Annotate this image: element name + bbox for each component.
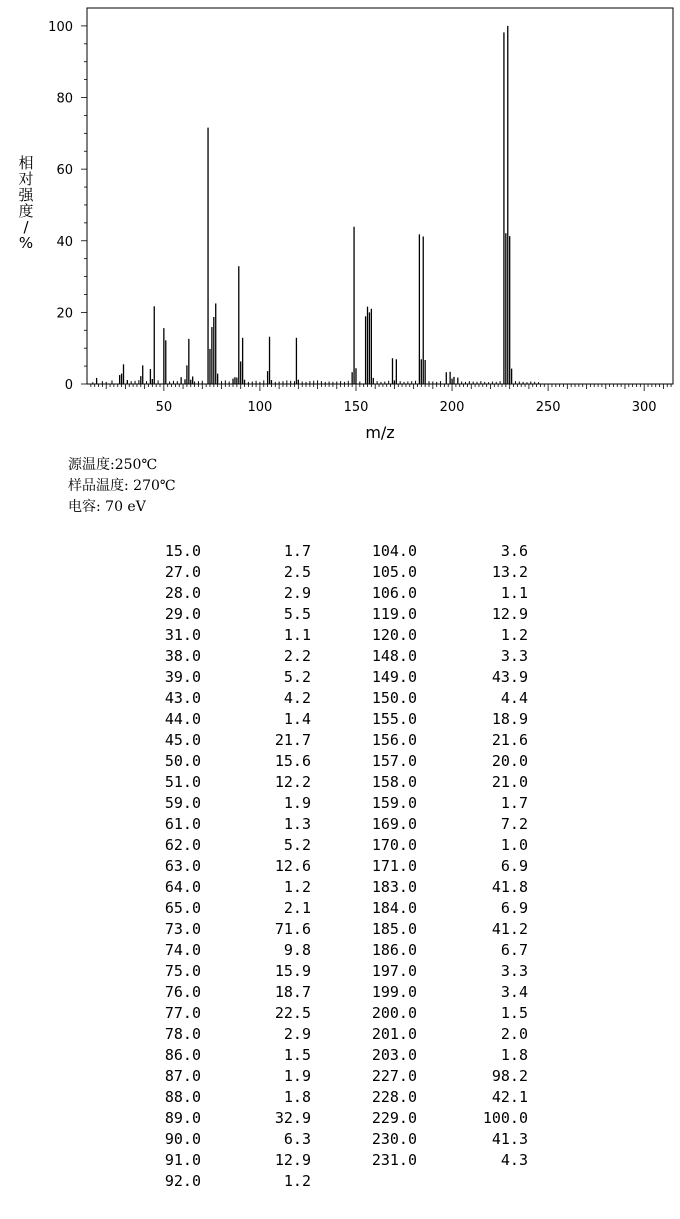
mz-value: 197.0 bbox=[371, 962, 417, 980]
x-tick-label: 200 bbox=[439, 400, 465, 415]
x-tick-label: 150 bbox=[343, 400, 369, 415]
ionization-energy: 电容: 70 eV bbox=[68, 499, 146, 515]
mz-value: 15.0 bbox=[164, 542, 201, 560]
mz-value: 87.0 bbox=[164, 1067, 201, 1085]
x-tick-label: 300 bbox=[631, 400, 657, 415]
left-mz-column bbox=[140, 541, 201, 1192]
mz-value: 199.0 bbox=[371, 983, 417, 1001]
mz-value: 75.0 bbox=[164, 962, 201, 980]
intensity-value: 1.2 bbox=[283, 1172, 311, 1190]
intensity-value: 5.2 bbox=[283, 836, 311, 854]
mz-value: 27.0 bbox=[164, 563, 201, 581]
mz-value: 184.0 bbox=[371, 899, 417, 917]
intensity-value: 1.8 bbox=[283, 1088, 311, 1106]
mz-value: 51.0 bbox=[164, 773, 201, 791]
mz-value: 149.0 bbox=[371, 668, 417, 686]
mz-value: 156.0 bbox=[371, 731, 417, 749]
intensity-value: 41.8 bbox=[491, 878, 528, 896]
mz-value: 44.0 bbox=[164, 710, 201, 728]
acquisition-conditions bbox=[68, 455, 176, 518]
intensity-value: 2.0 bbox=[500, 1025, 528, 1043]
y-tick-label: 0 bbox=[64, 378, 73, 393]
intensity-value: 7.2 bbox=[500, 815, 528, 833]
mz-value: 39.0 bbox=[164, 668, 201, 686]
axis-labels bbox=[18, 20, 656, 442]
intensity-value: 2.9 bbox=[283, 1025, 311, 1043]
intensity-value: 1.9 bbox=[283, 1067, 311, 1085]
intensity-value: 5.2 bbox=[283, 668, 311, 686]
mz-value: 150.0 bbox=[371, 689, 417, 707]
intensity-value: 9.8 bbox=[283, 941, 311, 959]
mz-value: 65.0 bbox=[164, 899, 201, 917]
intensity-value: 18.9 bbox=[491, 710, 528, 728]
mz-value: 170.0 bbox=[371, 836, 417, 854]
mz-value: 29.0 bbox=[164, 605, 201, 623]
mz-value: 78.0 bbox=[164, 1025, 201, 1043]
intensity-value: 1.9 bbox=[283, 794, 311, 812]
mz-value: 59.0 bbox=[164, 794, 201, 812]
intensity-value: 4.4 bbox=[500, 689, 528, 707]
intensity-value: 21.6 bbox=[491, 731, 528, 749]
mz-value: 88.0 bbox=[164, 1088, 201, 1106]
x-tick-label: 50 bbox=[155, 400, 173, 415]
mz-value: 28.0 bbox=[164, 584, 201, 602]
intensity-value: 6.9 bbox=[500, 857, 528, 875]
intensity-value: 100.0 bbox=[482, 1109, 528, 1127]
mz-value: 228.0 bbox=[371, 1088, 417, 1106]
intensity-value: 98.2 bbox=[491, 1067, 528, 1085]
intensity-value: 2.1 bbox=[283, 899, 311, 917]
mz-value: 155.0 bbox=[371, 710, 417, 728]
intensity-value: 6.9 bbox=[500, 899, 528, 917]
mz-value: 229.0 bbox=[371, 1109, 417, 1127]
sample-temperature: 样品温度: 270℃ bbox=[68, 478, 176, 494]
intensity-value: 22.5 bbox=[274, 1004, 311, 1022]
intensity-value: 6.3 bbox=[283, 1130, 311, 1148]
x-tick-label: 100 bbox=[247, 400, 273, 415]
mz-value: 77.0 bbox=[164, 1004, 201, 1022]
mz-value: 169.0 bbox=[371, 815, 417, 833]
intensity-value: 5.5 bbox=[283, 605, 311, 623]
intensity-value: 3.4 bbox=[500, 983, 528, 1001]
mz-value: 231.0 bbox=[371, 1151, 417, 1169]
mz-value: 119.0 bbox=[371, 605, 417, 623]
mz-value: 158.0 bbox=[371, 773, 417, 791]
mz-value: 50.0 bbox=[164, 752, 201, 770]
plot-border bbox=[87, 8, 673, 384]
mz-value: 105.0 bbox=[371, 563, 417, 581]
mz-value: 159.0 bbox=[371, 794, 417, 812]
mz-value: 43.0 bbox=[164, 689, 201, 707]
intensity-value: 2.5 bbox=[283, 563, 311, 581]
intensity-value: 3.3 bbox=[500, 647, 528, 665]
intensity-value: 1.5 bbox=[500, 1004, 528, 1022]
y-tick-label: 20 bbox=[56, 306, 73, 322]
mz-value: 106.0 bbox=[371, 584, 417, 602]
intensity-value: 3.3 bbox=[500, 962, 528, 980]
y-tick-label: 60 bbox=[56, 163, 73, 179]
mz-value: 227.0 bbox=[371, 1067, 417, 1085]
mz-value: 185.0 bbox=[371, 920, 417, 938]
intensity-value: 1.1 bbox=[500, 584, 528, 602]
mz-value: 61.0 bbox=[164, 815, 201, 833]
mz-value: 89.0 bbox=[164, 1109, 201, 1127]
intensity-value: 12.9 bbox=[491, 605, 528, 623]
mz-value: 76.0 bbox=[164, 983, 201, 1001]
mz-value: 38.0 bbox=[164, 647, 201, 665]
intensity-value: 41.2 bbox=[491, 920, 528, 938]
axis-ticks bbox=[81, 26, 671, 391]
intensity-value: 1.2 bbox=[283, 878, 311, 896]
mz-value: 64.0 bbox=[164, 878, 201, 896]
mz-value: 73.0 bbox=[164, 920, 201, 938]
mz-value: 90.0 bbox=[164, 1130, 201, 1148]
intensity-value: 1.0 bbox=[500, 836, 528, 854]
intensity-value: 71.6 bbox=[274, 920, 311, 938]
left-intensity-column bbox=[250, 541, 311, 1192]
mz-value: 91.0 bbox=[164, 1151, 201, 1169]
x-tick-label: 250 bbox=[535, 400, 561, 415]
intensity-value: 1.5 bbox=[283, 1046, 311, 1064]
right-mz-column bbox=[340, 541, 417, 1171]
x-axis-label: m/z bbox=[365, 423, 395, 442]
intensity-value: 12.9 bbox=[274, 1151, 311, 1169]
intensity-value: 1.8 bbox=[500, 1046, 528, 1064]
intensity-value: 1.2 bbox=[500, 626, 528, 644]
intensity-value: 4.2 bbox=[283, 689, 311, 707]
intensity-value: 12.2 bbox=[274, 773, 311, 791]
mz-value: 31.0 bbox=[164, 626, 201, 644]
mz-value: 203.0 bbox=[371, 1046, 417, 1064]
mz-value: 104.0 bbox=[371, 542, 417, 560]
mz-value: 186.0 bbox=[371, 941, 417, 959]
mz-value: 230.0 bbox=[371, 1130, 417, 1148]
mz-value: 120.0 bbox=[371, 626, 417, 644]
mz-value: 74.0 bbox=[164, 941, 201, 959]
y-tick-label: 80 bbox=[56, 91, 73, 107]
intensity-value: 1.3 bbox=[283, 815, 311, 833]
intensity-value: 21.7 bbox=[274, 731, 311, 749]
intensity-value: 15.6 bbox=[274, 752, 311, 770]
intensity-value: 4.3 bbox=[500, 1151, 528, 1169]
mz-value: 157.0 bbox=[371, 752, 417, 770]
y-tick-label: 100 bbox=[48, 19, 73, 35]
intensity-value: 1.7 bbox=[500, 794, 528, 812]
mz-value: 63.0 bbox=[164, 857, 201, 875]
intensity-value: 12.6 bbox=[274, 857, 311, 875]
mz-value: 86.0 bbox=[164, 1046, 201, 1064]
intensity-value: 6.7 bbox=[500, 941, 528, 959]
mass-spectrum-chart bbox=[0, 0, 680, 450]
mz-value: 201.0 bbox=[371, 1025, 417, 1043]
intensity-value: 13.2 bbox=[491, 563, 528, 581]
intensity-value: 1.1 bbox=[283, 626, 311, 644]
source-temperature: 源温度:250℃ bbox=[68, 457, 158, 473]
intensity-value: 2.9 bbox=[283, 584, 311, 602]
mz-value: 148.0 bbox=[371, 647, 417, 665]
intensity-value: 15.9 bbox=[274, 962, 311, 980]
intensity-value: 1.7 bbox=[283, 542, 311, 560]
mz-value: 171.0 bbox=[371, 857, 417, 875]
intensity-value: 1.4 bbox=[283, 710, 311, 728]
mz-value: 200.0 bbox=[371, 1004, 417, 1022]
intensity-value: 21.0 bbox=[491, 773, 528, 791]
intensity-value: 3.6 bbox=[500, 542, 528, 560]
intensity-value: 20.0 bbox=[491, 752, 528, 770]
intensity-value: 32.9 bbox=[274, 1109, 311, 1127]
mz-value: 92.0 bbox=[164, 1172, 201, 1190]
right-intensity-column bbox=[450, 541, 528, 1171]
peak-bars bbox=[93, 26, 539, 384]
mz-value: 183.0 bbox=[371, 878, 417, 896]
y-axis-label: 相对强度/ % bbox=[18, 154, 34, 252]
mz-value: 62.0 bbox=[164, 836, 201, 854]
plot-frame bbox=[87, 8, 673, 384]
intensity-value: 42.1 bbox=[491, 1088, 528, 1106]
y-tick-label: 40 bbox=[56, 234, 73, 250]
intensity-value: 43.9 bbox=[491, 668, 528, 686]
intensity-value: 41.3 bbox=[491, 1130, 528, 1148]
mz-value: 45.0 bbox=[164, 731, 201, 749]
intensity-value: 2.2 bbox=[283, 647, 311, 665]
intensity-value: 18.7 bbox=[274, 983, 311, 1001]
